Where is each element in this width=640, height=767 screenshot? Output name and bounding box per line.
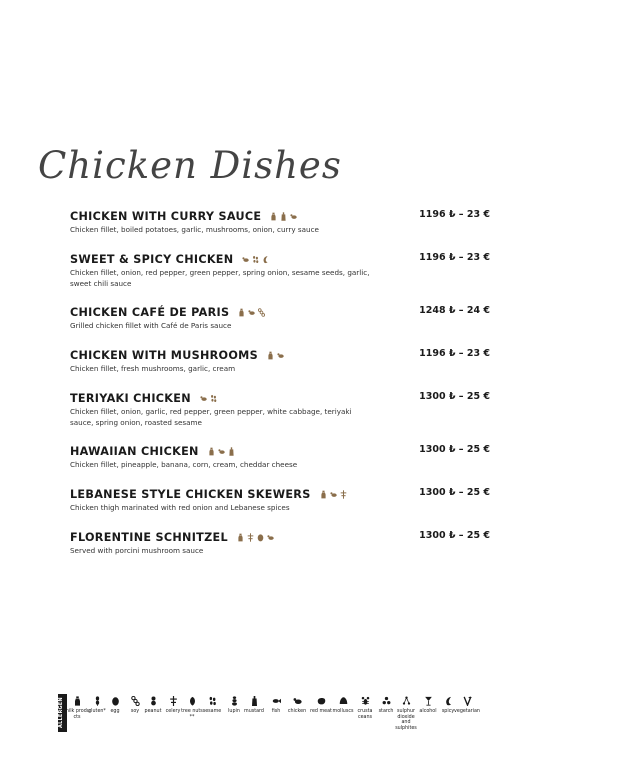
menu-item-price: 1300 ₺ – 25 € [419,487,490,498]
chicken-icon [330,490,337,499]
menu-item-header [70,391,490,405]
sesame-icon [208,696,217,706]
menu-item [70,209,490,235]
menu-item-name: CHICKEN WITH MUSHROOMS [70,348,258,362]
menu-item-price: 1248 ₺ – 24 € [419,305,490,316]
legend-label: vegetarian [454,709,480,714]
spicy-icon [444,696,453,706]
celery-icon [247,533,254,542]
legend-label: molluscs [332,709,354,714]
milk-icon [238,308,245,317]
egg-icon [111,696,120,706]
menu-item-allergens [200,394,217,403]
menu-item-price: 1300 ₺ – 25 € [419,530,490,541]
celery-icon [340,490,347,499]
menu-item [70,305,490,331]
menu-item-price: 1300 ₺ – 25 € [419,391,490,402]
legend-label: sulphur dioxide and sulphites [395,709,417,731]
red-meat-icon [317,696,326,706]
menu-item-name: CHICKEN WITH CURRY SAUCE [70,209,262,223]
menu-item-allergens [270,212,297,221]
crustaceans-icon [361,696,370,706]
soy-icon [131,696,140,706]
menu-item-name: SWEET & SPICY CHICKEN [70,252,234,266]
egg-icon [257,533,264,542]
chicken-icon [200,394,207,403]
lupin-icon [230,696,239,706]
milk-icon [208,447,215,456]
allergen-legend-label: ALLERGEN [58,694,67,732]
menu-item-description: Chicken fillet, fresh mushrooms, garlic, cream [70,364,236,373]
sulphites-icon [402,696,411,706]
legend-item [284,696,310,715]
chicken-icon [242,255,249,264]
menu-item [70,348,490,374]
tree-nuts-icon [188,696,197,706]
celery-icon [169,696,178,706]
legend-label: mustard [244,709,264,714]
mustard-icon [250,696,259,706]
milk-icon [267,351,274,360]
milk-icon [237,533,244,542]
menu-item [70,530,490,556]
legend-label: chicken [287,709,307,714]
vegetarian-icon [463,696,472,706]
legend-label: lupin [228,709,240,714]
menu-item-allergens [237,533,274,542]
milk-icon [73,696,82,706]
sesame-icon [252,255,259,264]
peanut-icon [149,696,158,706]
mustard-icon [228,447,235,456]
menu-item-header [70,305,490,319]
gluten-icon [93,696,102,706]
fish-icon [272,696,281,706]
spicy-icon [262,255,269,264]
legend-label: red meat [310,709,332,714]
legend-label: celery [165,709,181,714]
menu-item [70,487,490,513]
menu-item-name: LEBANESE STYLE CHICKEN SKEWERS [70,487,311,501]
menu-item-name: TERIYAKI CHICKEN [70,391,191,405]
legend-label: starch [378,709,394,714]
legend-label: fish [271,709,281,714]
menu-item-price: 1196 ₺ – 23 € [419,348,490,359]
starch-icon [382,696,391,706]
chicken-icon [267,533,274,542]
milk-icon [320,490,327,499]
milk-icon [270,212,277,221]
legend-label: gluten* [88,709,106,714]
legend-label: alcohol [419,709,437,714]
page-title: Chicken Dishes [38,144,342,187]
menu-item [70,391,490,428]
menu-item-name: HAWAIIAN CHICKEN [70,444,199,458]
menu-item-description: Chicken fillet, onion, garlic, red pepper, green pepper, white cabbage, teriyaki sauce, spring onion, roasted sesame [70,407,352,427]
molluscs-icon [339,696,348,706]
legend-item [454,696,480,715]
menu-item-description: Chicken thigh marinated with red onion and Lebanese spices [70,503,290,512]
menu-item-header [70,444,490,458]
soy-icon [258,308,265,317]
menu-item-allergens [267,351,284,360]
legend-label: crusta ceans [357,709,373,720]
menu-item-price: 1196 ₺ – 23 € [419,209,490,220]
chicken-icon [290,212,297,221]
menu-item-allergens [208,447,235,456]
menu-item-description: Chicken fillet, boiled potatoes, garlic, mushrooms, onion, curry sauce [70,225,319,234]
menu-item-name: CHICKEN CAFÉ DE PARIS [70,305,230,319]
legend-label: soy [130,709,140,714]
menu-item-allergens [238,308,265,317]
legend-label: spicy [441,709,455,714]
menu-item [70,444,490,470]
chicken-icon [248,308,255,317]
menu-item-header [70,252,490,266]
menu-item-description: Grilled chicken fillet with Café de Paris sauce [70,321,232,330]
sesame-icon [210,394,217,403]
chicken-icon [277,351,284,360]
chicken-icon [293,696,302,706]
menu-item-description: Chicken fillet, pineapple, banana, corn, cream, cheddar cheese [70,460,298,469]
menu-item-allergens [242,255,269,264]
chicken-icon [218,447,225,456]
mustard-icon [280,212,287,221]
legend-label: peanut [144,709,162,714]
menu-item-price: 1300 ₺ – 25 € [419,444,490,455]
menu-item-allergens [320,490,347,499]
menu-item-header [70,487,490,501]
menu-item-description: Served with porcini mushroom sauce [70,546,204,555]
menu-item-header [70,530,490,544]
menu-item-description: Chicken fillet, onion, red pepper, green pepper, spring onion, sesame seeds, garlic, sweet chili sauce [70,268,370,288]
menu-item-header [70,209,490,223]
legend-label: egg [110,709,120,714]
legend-label: milk produ cts [64,709,90,720]
alcohol-icon [424,696,433,706]
menu-item-name: FLORENTINE SCHNITZEL [70,530,228,544]
menu-item-price: 1196 ₺ – 23 € [419,252,490,263]
legend-label: tree nuts ** [181,709,203,720]
menu-item [70,252,490,289]
menu-item-header [70,348,490,362]
legend-label: sesame [202,709,222,714]
